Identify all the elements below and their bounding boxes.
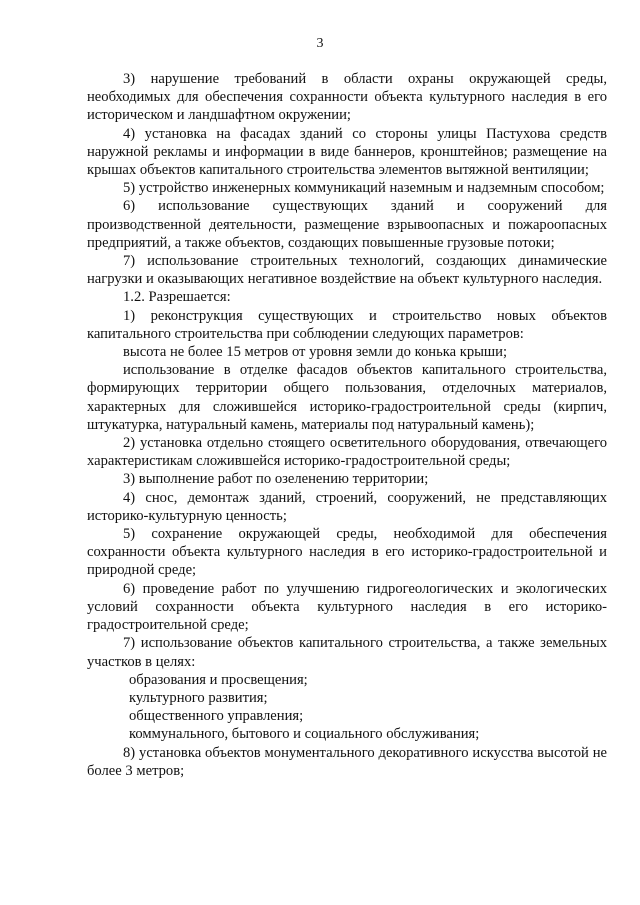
paragraph-permitted-1: 1) реконструкция существующих и строительство новых объектов капитального строительства при соблюдении следующих параметров: [87, 307, 607, 342]
section-heading-permitted: 1.2. Разрешается: [123, 289, 231, 306]
paragraph-prohibition-4: 4) установка на фасадах зданий со стороны улицы Пастухова средств наружной рекламы и информации в виде баннеров, кронштейнов; размещение на крышах объектов капитального строительства элементов вытяжной вентиляции; [87, 125, 607, 179]
paragraph-prohibition-7: 7) использование строительных технологий, создающих динамические нагрузки и оказывающих негативное воздействие на объект культурного наследия. [87, 253, 607, 288]
paragraph-permitted-8: 8) установка объектов монументального декоративного искусства высотой не более 3 метров; [87, 744, 607, 779]
list-item-education: образования и просвещения; [129, 671, 308, 688]
paragraph-permitted-6: 6) проведение работ по улучшению гидрогеологических и экологических условий сохранности объекта культурного наследия в его историко-градостроительной среде; [87, 580, 607, 634]
list-item-communal-services: коммунального, бытового и социального обслуживания; [129, 726, 480, 743]
page-number: 3 [316, 36, 324, 51]
list-item-culture: культурного развития; [129, 689, 268, 706]
paragraph-permitted-7: 7) использование объектов капитального строительства, а также земельных участков в целях: [87, 635, 607, 670]
paragraph-prohibition-3: 3) нарушение требований в области охраны окружающей среды, необходимых для обеспечения сохранности объекта культурного наследия в его историческом и ландшафтном окружении; [87, 71, 607, 124]
list-item-public-administration: общественного управления; [129, 708, 304, 725]
paragraph-permitted-4: 4) снос, демонтаж зданий, строений, сооружений, не представляющих историко-культурную ценность; [87, 489, 607, 524]
paragraph-prohibition-6: 6) использование существующих зданий и сооружений для производственной деятельности, размещение взрывоопасных и пожароопасных предприятий, а также объектов, создающих повышенные грузовые потоки; [87, 198, 607, 251]
paragraph-prohibition-5: 5) устройство инженерных коммуникаций наземным и надземным способом; [123, 180, 605, 197]
paragraph-permitted-3: 3) выполнение работ по озеленению территории; [123, 471, 429, 488]
paragraph-height-limit: высота не более 15 метров от уровня земли до конька крыши; [123, 344, 508, 361]
paragraph-permitted-2: 2) установка отдельно стоящего осветительного оборудования, отвечающего характеристикам сложившейся историко-градостроительной среды; [87, 435, 607, 470]
paragraph-permitted-5: 5) сохранение окружающей среды, необходимой для обеспечения сохранности объекта культурного наследия в его историко-градостроительной и природной среде; [87, 526, 607, 579]
document-body [87, 70, 607, 780]
paragraph-facade-materials: использование в отделке фасадов объектов капитального строительства, формирующих территории общего пользования, отделочных материалов, характерных для сложившейся историко-градостроительной среды (кирпич, штукатурка, натуральный камень, материалы под натуральный камень); [87, 362, 607, 433]
